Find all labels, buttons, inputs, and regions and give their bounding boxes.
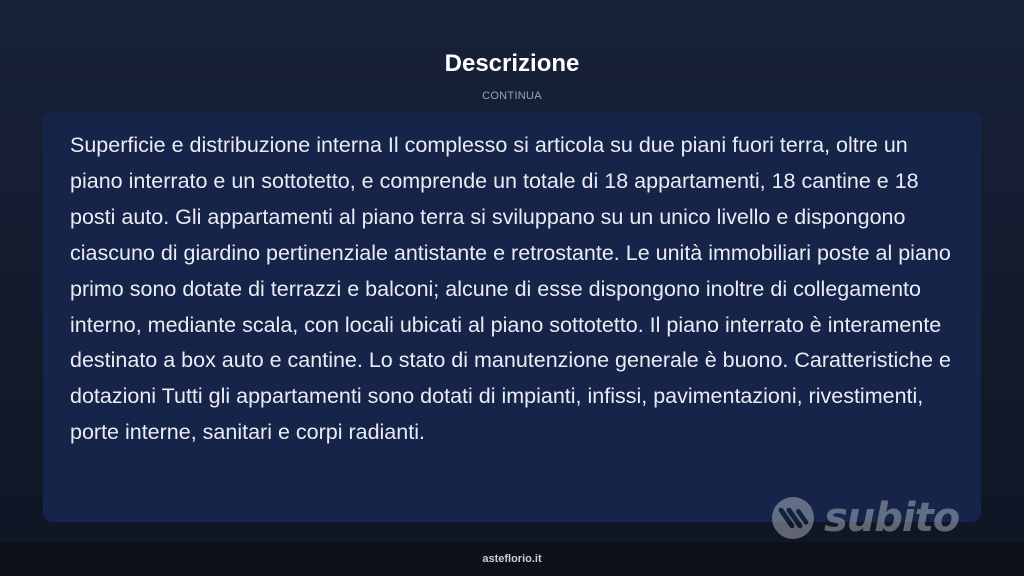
continua-label: CONTINUA bbox=[482, 90, 542, 102]
subito-wordmark: subito bbox=[824, 495, 960, 541]
subito-logo-icon bbox=[770, 495, 816, 541]
description-card bbox=[43, 112, 981, 522]
footer-site-label: asteflorio.it bbox=[482, 553, 542, 565]
page-title: Descrizione bbox=[444, 50, 580, 77]
subito-watermark bbox=[770, 490, 970, 546]
description-text: Superficie e distribuzione interna Il complesso si articola su due piani fuori terra, oltre un piano interrato e un sottotetto, e comprende un totale di 18 appartamenti, 18 cantine e 18 posti auto. Gli appartamenti al piano terra si sviluppano su un unico livello e dispongono ciascuno di giardino pertinenziale antistante e retrostante. Le unità immobiliari poste al piano primo sono dotate di terrazzi e balconi; alcune di esse dispongono inoltre di collegamento interno, mediante scala, con locali ubicati al piano sottotetto. Il piano interrato è interamente destinato a box auto e cantine. Lo stato di manutenzione generale è buono. Caratteristiche e dotazioni Tutti gli appartamenti sono dotati di impianti, infissi, pavimentazioni, rivestimenti, porte interne, sanitari e corpi radianti. bbox=[70, 133, 951, 445]
